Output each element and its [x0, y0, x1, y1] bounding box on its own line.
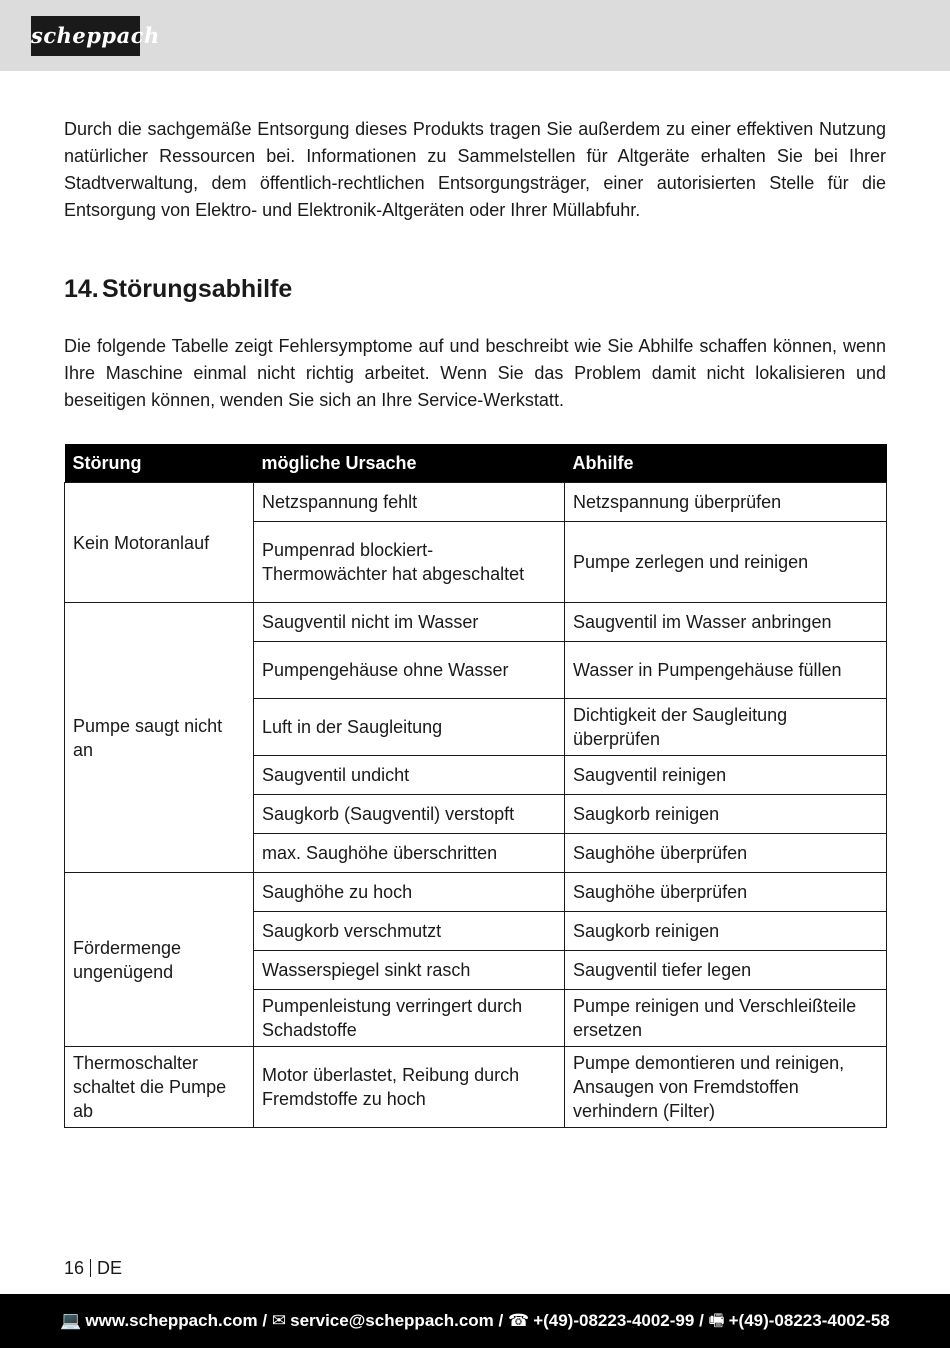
- table-row: [65, 603, 887, 642]
- abhilfe-cell: Netzspannung überprüfen: [565, 483, 887, 522]
- header-stoerung: Störung: [65, 444, 254, 483]
- computer-icon: 💻: [60, 1311, 82, 1330]
- ursache-cell: Luft in der Saugleitung: [254, 699, 565, 756]
- troubleshooting-table: [64, 444, 887, 1128]
- ursache-cell: Pumpenrad blockiert-Thermowächter hat abgeschaltet: [254, 522, 565, 603]
- mail-icon: ✉: [271, 1311, 287, 1330]
- stoerung-cell: Fördermenge ungenügend: [65, 873, 254, 1047]
- website-link[interactable]: www.scheppach.com: [85, 1311, 258, 1330]
- abhilfe-cell: Saughöhe überprüfen: [565, 834, 887, 873]
- footer-separator: /: [498, 1311, 504, 1330]
- header-band: [0, 0, 950, 71]
- stoerung-cell: Kein Motoranlauf: [65, 483, 254, 603]
- abhilfe-cell: Saugventil im Wasser anbringen: [565, 603, 887, 642]
- stoerung-cell: Pumpe saugt nicht an: [65, 603, 254, 873]
- fax-number: +(49)-08223-4002-58: [728, 1311, 890, 1330]
- abhilfe-cell: Pumpe reinigen und Verschleißteile ersetzen: [565, 990, 887, 1047]
- scheppach-logo: scheppach: [31, 16, 140, 56]
- abhilfe-cell: Dichtigkeit der Saugleitung überprüfen: [565, 699, 887, 756]
- email-link[interactable]: service@scheppach.com: [290, 1311, 494, 1330]
- page-number: [64, 1256, 122, 1280]
- abhilfe-cell: Saugventil reinigen: [565, 756, 887, 795]
- ursache-cell: Pumpengehäuse ohne Wasser: [254, 642, 565, 699]
- abhilfe-cell: Pumpe demontieren und reinigen, Ansaugen von Fremdstoffen verhindern (Filter): [565, 1047, 887, 1128]
- ursache-cell: Netzspannung fehlt: [254, 483, 565, 522]
- ursache-cell: Motor überlastet, Reibung durch Fremdstoffe zu hoch: [254, 1047, 565, 1128]
- abhilfe-cell: Saugkorb reinigen: [565, 912, 887, 951]
- ursache-cell: Saugventil undicht: [254, 756, 565, 795]
- section-title: Störungsabhilfe: [102, 275, 293, 303]
- footer-separator: /: [262, 1311, 268, 1330]
- header-abhilfe: Abhilfe: [565, 444, 887, 483]
- section-heading: [64, 272, 292, 306]
- ursache-cell: Saugkorb verschmutzt: [254, 912, 565, 951]
- abhilfe-cell: Saugventil tiefer legen: [565, 951, 887, 990]
- abhilfe-cell: Wasser in Pumpengehäuse füllen: [565, 642, 887, 699]
- page-divider: [90, 1259, 91, 1277]
- ursache-cell: max. Saughöhe überschritten: [254, 834, 565, 873]
- fax-icon: 🖷: [708, 1311, 725, 1330]
- page-language: DE: [97, 1258, 123, 1278]
- phone-number: +(49)-08223-4002-99: [533, 1311, 695, 1330]
- ursache-cell: Saughöhe zu hoch: [254, 873, 565, 912]
- page-number-value: 16: [64, 1258, 85, 1278]
- intro-paragraph: Durch die sachgemäße Entsorgung dieses Produkts tragen Sie außerdem zu einer effektiven Nutzung natürlicher Ressourcen bei. Informationen zu Sammelstellen für Altgeräte erhalten Sie bei Ihrer Stadtverwaltung, dem öffentlich-rechtlichen Entsorgungsträger, einer autorisierten Stelle für die Entsorgung von Elektro- und Elektronik-Altgeräten oder Ihrer Müllabfuhr.: [64, 119, 886, 220]
- ursache-cell: Saugkorb (Saugventil) verstopft: [254, 795, 565, 834]
- section-description: Die folgende Tabelle zeigt Fehlersymptome auf und beschreibt wie Sie Abhilfe schaffen können, wenn Ihre Maschine einmal nicht richtig arbeitet. Wenn Sie das Problem damit nicht lokalisieren und beseitigen können, wenden Sie sich an Ihre Service-Werkstatt.: [64, 336, 886, 410]
- table-row: [65, 1047, 887, 1128]
- table-row: [65, 483, 887, 522]
- abhilfe-cell: Saugkorb reinigen: [565, 795, 887, 834]
- abhilfe-cell: Saughöhe überprüfen: [565, 873, 887, 912]
- table-row: [65, 873, 887, 912]
- stoerung-cell: Thermoschalter schaltet die Pumpe ab: [65, 1047, 254, 1128]
- section-number: 14.: [64, 275, 99, 303]
- table-header-row: [65, 444, 887, 483]
- abhilfe-cell: Pumpe zerlegen und reinigen: [565, 522, 887, 603]
- contact-footer: [0, 1294, 950, 1348]
- footer-separator: /: [699, 1311, 704, 1330]
- ursache-cell: Wasserspiegel sinkt rasch: [254, 951, 565, 990]
- phone-icon: ☎: [508, 1311, 530, 1330]
- header-ursache: mögliche Ursache: [254, 444, 565, 483]
- ursache-cell: Saugventil nicht im Wasser: [254, 603, 565, 642]
- ursache-cell: Pumpenleistung verringert durch Schadstoffe: [254, 990, 565, 1047]
